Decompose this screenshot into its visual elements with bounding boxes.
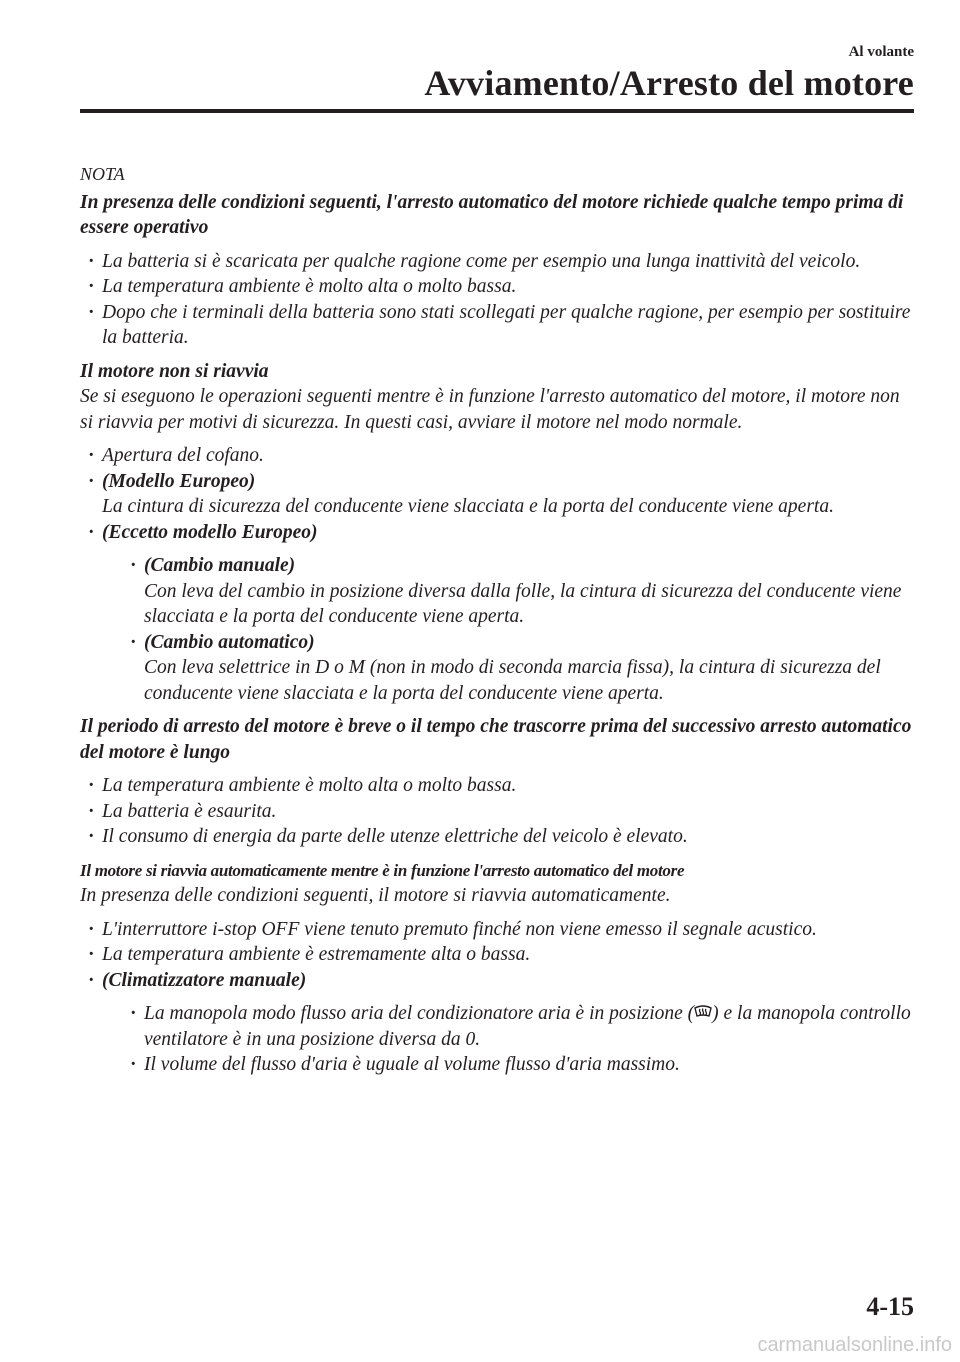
sublist [102,553,915,706]
windshield-defroster-icon [694,1003,712,1021]
sublist-text-after: ) e la manopola controllo ventilatore è in una posizione diversa da 0. [144,1003,911,1050]
header-section-label: Al volante [848,44,914,60]
watermark: carmanualsonline.info [757,1334,952,1356]
nota-list [80,249,915,351]
list-item: · La temperatura ambiente è estremamente alta o bassa. [80,942,915,968]
list-item: · Apertura del cofano. [80,443,915,469]
list-item [80,469,915,520]
sublist-item-text: Con leva del cambio in posizione diversa dalla folle, la cintura di sicurezza del conducente viene slacciata e la porta del conducente viene aperta. [144,580,902,627]
sublist-item: · Il volume del flusso d'aria è uguale al volume flusso d'aria massimo. [122,1052,915,1078]
sublist-item-text: Con leva selettrice in D o M (non in modo di seconda marcia fissa), la cintura di sicurezza del conducente viene slacciata e la porta del conducente viene aperta. [144,657,881,704]
no-restart-list [80,443,915,706]
auto-restart-list [80,917,915,1078]
list-item-label: (Climatizzatore manuale) [102,969,307,991]
list-item-text: La cintura di sicurezza del conducente viene slacciata e la porta del conducente viene aperta. [102,496,834,517]
section-heading-no-restart: Il motore non si riavvia [80,360,269,382]
list-item [80,968,915,1078]
list-item: · Il consumo di energia da parte delle utenze elettriche del veicolo è elevato. [80,824,915,850]
list-item: · Dopo che i terminali della batteria sono stati scollegati per qualche ragione, per esempio per sostituire la batteria. [80,300,915,351]
section-text-no-restart: Se si eseguono le operazioni seguenti mentre è in funzione l'arresto automatico del motore, il motore non si riavvia per motivi di sicurezza. In questi casi, avviare il motore nel modo normale. [80,386,900,433]
page-content [80,162,915,1086]
sublist-item-label: (Cambio automatico) [144,631,315,653]
section-text-auto-restart: In presenza delle condizioni seguenti, il motore si riavvia automaticamente. [80,885,671,906]
section-heading-short-stop: Il periodo di arresto del motore è breve o il tempo che trascorre prima del successivo arresto automatico del motore è lungo [80,716,912,763]
list-item: · La temperatura ambiente è molto alta o molto bassa. [80,773,915,799]
page-title: Avviamento/Arresto del motore [424,63,914,103]
nota-label: NOTA [80,164,125,184]
sublist-item-label: (Cambio manuale) [144,555,296,576]
list-item: · L'interruttore i-stop OFF viene tenuto premuto finché non viene emesso il segnale acustico. [80,917,915,943]
sublist-text-before: La manopola modo flusso aria del condizionatore aria è in posizione ( [144,1003,695,1024]
list-item-label: (Eccetto modello Europeo) [102,521,318,543]
header-rule [80,109,914,113]
list-item: · La batteria è esaurita. [80,799,915,825]
section-heading-auto-restart: Il motore si riavvia automaticamente mentre è in funzione l'arresto automatico del motore [80,860,685,880]
list-item: · La temperatura ambiente è molto alta o molto bassa. [80,274,915,300]
short-stop-list [80,773,915,850]
sublist [102,1001,915,1078]
list-item: · La batteria si è scaricata per qualche ragione come per esempio una lunga inattività del veicolo. [80,249,915,275]
list-item-label: (Modello Europeo) [102,470,256,492]
nota-heading: In presenza delle condizioni seguenti, l'arresto automatico del motore richiede qualche tempo prima di essere operativo [80,191,904,238]
sublist-item [122,1001,915,1052]
list-item [80,520,915,707]
sublist-item [122,553,915,630]
sublist-item [122,630,915,707]
page-number: 4-15 [866,1292,914,1321]
